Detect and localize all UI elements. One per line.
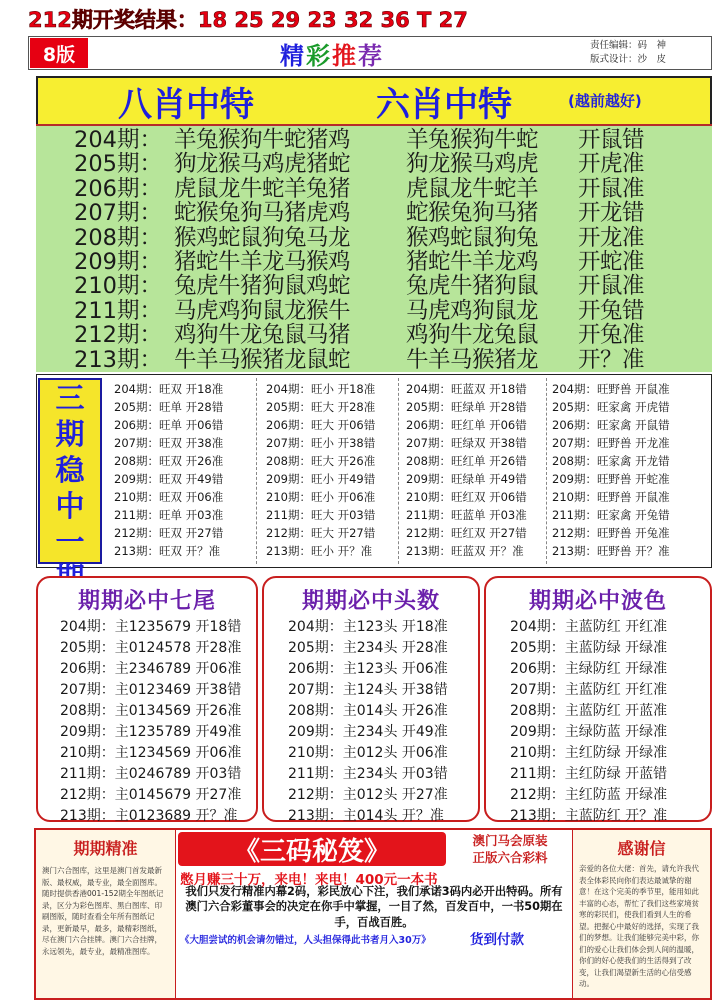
title-char-1: 精 [280, 41, 304, 70]
six-zodiac: 马虎鸡狗鼠龙 [406, 297, 539, 324]
six-zodiac: 虎鼠龙牛蛇羊 [406, 175, 539, 202]
label-char: 三 [55, 381, 85, 415]
ad-body: 我们只发行精准内幕2码，彩民放心下注，我们承诺3码内必开出特码。所有澳门六合彩董事会的决定在你手中掌握，一目了然，百发百中，一书50期在手，百战百胜。 [185, 885, 563, 929]
right-panel-text: 亲爱的各位大佬：首先，请允许我代表全体彩民向你们表达最诚挚的谢意！在这个完美的季节里，能用如此丰富的心态，帮忙了我们这些家境贫寒的彩民们，使我们看到人生的希望。把握心中最好的选择，实现了我们的梦想。让我们能够完美中彩，你们的爱心让我们体会到人间的温暖，你们的好心使我们的生活得到了改变，让我们渴望新生活的心信受感动。 [579, 864, 699, 988]
mid-row: 209期：旺绿单 开49错 [406, 472, 527, 486]
period-label: 211期： [74, 297, 162, 324]
period-label: 210期： [74, 273, 162, 300]
six-zodiac: 鸡狗牛龙兔鼠 [406, 322, 539, 349]
mid-row: 207期：旺绿双 开38错 [406, 436, 527, 450]
mid-row: 206期：旺红单 开06错 [406, 418, 527, 432]
editor-line: 责任编辑：码 神 [590, 40, 667, 51]
list-item: 206期：主绿防红 开绿准 [510, 661, 668, 677]
label-char: 期 [55, 417, 85, 451]
left-panel [36, 830, 176, 998]
six-zodiac: 牛羊马猴猪龙 [406, 346, 539, 373]
odd-even-col [114, 380, 223, 564]
list-item: 205期：主蓝防绿 开绿准 [510, 640, 668, 656]
big-small-col [266, 380, 375, 564]
mid-row: 205期：旺单 开28错 [114, 400, 224, 414]
list-item: 213期：主蓝防红 开？准 [510, 808, 668, 824]
six-zodiac: 狗龙猴马鸡虎 [406, 151, 539, 178]
eight-zodiac: 猪蛇牛羊龙马猴鸡 [174, 249, 351, 275]
result: 开兔错 [578, 297, 645, 324]
six-zodiac: 兔虎牛猪狗鼠 [406, 273, 539, 300]
title-char-4: 荐 [358, 41, 382, 70]
mid-row: 208期：旺家禽 开龙错 [552, 454, 670, 468]
list-item: 204期：主1235679 开18错 [60, 619, 242, 635]
mid-row: 210期：旺小 开06准 [266, 490, 376, 504]
six-zodiac: 猴鸡蛇鼠狗兔 [406, 224, 539, 251]
label-char: 中 [55, 489, 85, 523]
mid-row: 205期：旺大 开28准 [266, 400, 376, 414]
divider [546, 378, 547, 564]
eight-zodiac: 兔虎牛猪狗鼠鸡蛇 [174, 273, 351, 300]
slogan: (越前越好) [568, 92, 642, 110]
period-label: 209期： [74, 249, 162, 275]
mid-row: 205期：旺家禽 开虎错 [552, 400, 670, 414]
eight-zodiac: 蛇猴兔狗马猪虎鸡 [174, 200, 351, 227]
list-item: 211期：主234头 开03错 [288, 766, 448, 782]
list-item: 210期：主1234569 开06准 [60, 745, 242, 761]
list-item: 212期：主012头 开27准 [288, 787, 448, 803]
mid-row: 204期：旺野兽 开鼠准 [552, 382, 670, 396]
result: 开鼠准 [578, 273, 645, 300]
list-item: 211期：主红防绿 开蓝错 [510, 766, 668, 782]
zodiac-row [74, 346, 694, 373]
box-list [264, 617, 478, 827]
list-item: 207期：主124头 开38错 [288, 682, 448, 698]
period-label: 206期： [74, 175, 162, 202]
list-item: 213期：主0123689 开？准 [60, 808, 238, 824]
list-item: 204期：主123头 开18准 [288, 619, 448, 635]
list-item: 210期：主012头 开06准 [288, 745, 448, 761]
eight-zodiac: 狗龙猴马鸡虎猪蛇 [174, 151, 351, 178]
title-eight: 八肖中特 [118, 84, 254, 125]
three-period-label [38, 378, 102, 564]
list-item: 208期：主蓝防红 开蓝准 [510, 703, 668, 719]
seven-tails-box [36, 576, 258, 822]
wild-domestic-col [552, 380, 670, 564]
left-panel-title: 期期精准 [73, 839, 138, 858]
six-zodiac: 蛇猴兔狗马猪 [406, 200, 539, 227]
wave-color-box [484, 576, 712, 822]
list-item: 208期：主0134569 开26准 [60, 703, 242, 719]
mid-row: 210期：旺红双 开06错 [406, 490, 527, 504]
list-item: 207期：主蓝防红 开红准 [510, 682, 668, 698]
ad-footer: 《大胆尝试的机会请勿错过，人头担保得此书者月入30万》 [180, 935, 431, 946]
mid-row: 211期：旺蓝单 开03准 [406, 508, 527, 522]
mid-row: 211期：旺大 开03错 [266, 508, 376, 522]
mid-row: 209期：旺野兽 开蛇准 [552, 472, 670, 486]
eight-zodiac: 猴鸡蛇鼠狗兔马龙 [174, 224, 351, 251]
book-banner: 《三码秘笈》 [178, 832, 446, 866]
mid-row: 206期：旺家禽 开鼠错 [552, 418, 670, 432]
color-parity-col [406, 380, 527, 564]
list-item: 206期：主123头 开06准 [288, 661, 448, 677]
six-zodiac: 羊兔猴狗牛蛇 [406, 127, 539, 153]
mid-row: 205期：旺绿单 开28错 [406, 400, 527, 414]
list-item: 209期：主234头 开49准 [288, 724, 448, 740]
mid-row: 212期：旺野兽 开兔准 [552, 526, 670, 540]
banner-sub-2: 正版六合彩料 [472, 850, 548, 865]
mid-row: 207期：旺野兽 开龙准 [552, 436, 670, 450]
period-label: 212期： [74, 322, 162, 349]
mid-row: 212期：旺红双 开27错 [406, 526, 527, 540]
list-item: 211期：主0246789 开03错 [60, 766, 242, 782]
right-panel-title: 感谢信 [617, 839, 666, 858]
divider [398, 378, 399, 564]
title-char-2: 彩 [306, 41, 330, 70]
title-six: 六肖中特 [376, 84, 512, 125]
list-item: 205期：主234头 开28准 [288, 640, 448, 656]
cash-on-delivery: 货到付款 [470, 932, 524, 948]
eight-zodiac: 牛羊马猴猪龙鼠蛇 [174, 346, 351, 373]
result: 开龙准 [578, 224, 645, 251]
designer-line: 版式设计：沙 皮 [590, 54, 667, 65]
list-item: 213期：主014头 开？准 [288, 808, 444, 824]
eight-zodiac: 马虎鸡狗鼠龙猴牛 [174, 297, 351, 324]
mid-row: 204期：旺双 开18准 [114, 382, 224, 396]
result: 开虎准 [578, 151, 645, 178]
banner-subtitle [450, 832, 570, 866]
mid-row: 209期：旺双 开49错 [114, 472, 224, 486]
mid-row: 208期：旺大 开26准 [266, 454, 376, 468]
list-item: 205期：主0124578 开28准 [60, 640, 242, 656]
period-label: 205期： [74, 151, 162, 178]
mid-row: 213期：旺小 开？准 [266, 544, 373, 558]
mid-row: 210期：旺野兽 开鼠准 [552, 490, 670, 504]
box-title: 期期必中头数 [301, 589, 440, 614]
label-char: 稳 [55, 453, 85, 487]
right-panel [572, 830, 710, 998]
title-char-3: 推 [332, 41, 356, 70]
period-label: 207期： [74, 200, 162, 227]
list-item: 206期：主2346789 开06准 [60, 661, 242, 677]
mid-row: 213期：旺野兽 开？准 [552, 544, 670, 558]
box-title: 期期必中七尾 [77, 589, 216, 614]
eight-zodiac: 羊兔猴狗牛蛇猪鸡 [174, 127, 351, 153]
mid-row: 204期：旺蓝双 开18错 [406, 382, 527, 396]
box-list [486, 617, 710, 827]
box-list [38, 617, 256, 827]
mid-row: 212期：旺双 开27错 [114, 526, 224, 540]
divider [256, 378, 257, 564]
period-label: 208期： [74, 224, 162, 251]
mid-row: 213期：旺蓝双 开？准 [406, 544, 524, 558]
head-number-box [262, 576, 480, 822]
list-item: 212期：主红防蓝 开绿准 [510, 787, 668, 803]
mid-row: 207期：旺小 开38错 [266, 436, 376, 450]
result-line: 212期开奖结果：18 25 29 23 32 36 T 27 [28, 8, 468, 32]
eight-zodiac: 虎鼠龙牛蛇羊兔猪 [174, 175, 351, 202]
mid-row: 209期：旺小 开49错 [266, 472, 376, 486]
mid-row: 213期：旺双 开？准 [114, 544, 221, 558]
label-char: 一 [55, 525, 85, 559]
result: 开鼠错 [578, 127, 645, 153]
mid-row: 207期：旺双 开38准 [114, 436, 224, 450]
result: 开龙错 [578, 200, 645, 227]
tagline: 憋月赚三十万，来电！来电！400元一本书 [180, 872, 438, 888]
result: 开蛇准 [578, 249, 645, 275]
six-zodiac: 猪蛇牛羊龙鸡 [406, 249, 539, 275]
list-item: 204期：主蓝防红 开红准 [510, 619, 668, 635]
mid-row: 211期：旺家禽 开兔错 [552, 508, 670, 522]
list-item: 212期：主0145679 开27准 [60, 787, 242, 803]
editor-info [590, 39, 710, 67]
mid-row: 204期：旺小 开18准 [266, 382, 376, 396]
mid-row: 206期：旺单 开06错 [114, 418, 224, 432]
page-title [280, 37, 450, 69]
mid-row: 212期：旺大 开27错 [266, 526, 376, 540]
mid-row: 208期：旺双 开26准 [114, 454, 224, 468]
list-item: 208期：主014头 开26准 [288, 703, 448, 719]
left-panel-text: 澳门六合图库，这里是澳门首发最新版、最权威，最专业，最全面图库。随时提供香港001-152期全年图纸记录，区分为彩色图库、黑白图库、印刷图版，随时查看全年所有图纸记录，更新最早，最多，最精彩图纸，尽在澳门六合挂牌。澳门六合挂牌，永远领先，最专业，最精准图库。 [42, 866, 164, 956]
mid-row: 210期：旺双 开06准 [114, 490, 224, 504]
result: 开兔准 [578, 322, 645, 349]
mid-row: 208期：旺红单 开26错 [406, 454, 527, 468]
edition-badge: 8版 [30, 38, 88, 68]
eight-zodiac: 鸡狗牛龙兔鼠马猪 [174, 322, 351, 349]
mid-row: 211期：旺单 开03准 [114, 508, 224, 522]
period-label: 213期： [74, 346, 162, 373]
box-title: 期期必中波色 [528, 589, 667, 614]
result: 开？准 [578, 346, 645, 373]
result: 开鼠准 [578, 175, 645, 202]
mid-row: 206期：旺大 开06错 [266, 418, 376, 432]
period-label: 204期： [74, 127, 162, 153]
list-item: 209期：主绿防蓝 开绿准 [510, 724, 668, 740]
list-item: 209期：主1235789 开49准 [60, 724, 242, 740]
banner-sub-1: 澳门马会原装 [472, 833, 548, 848]
list-item: 207期：主0123469 开38错 [60, 682, 242, 698]
list-item: 210期：主红防绿 开绿准 [510, 745, 668, 761]
